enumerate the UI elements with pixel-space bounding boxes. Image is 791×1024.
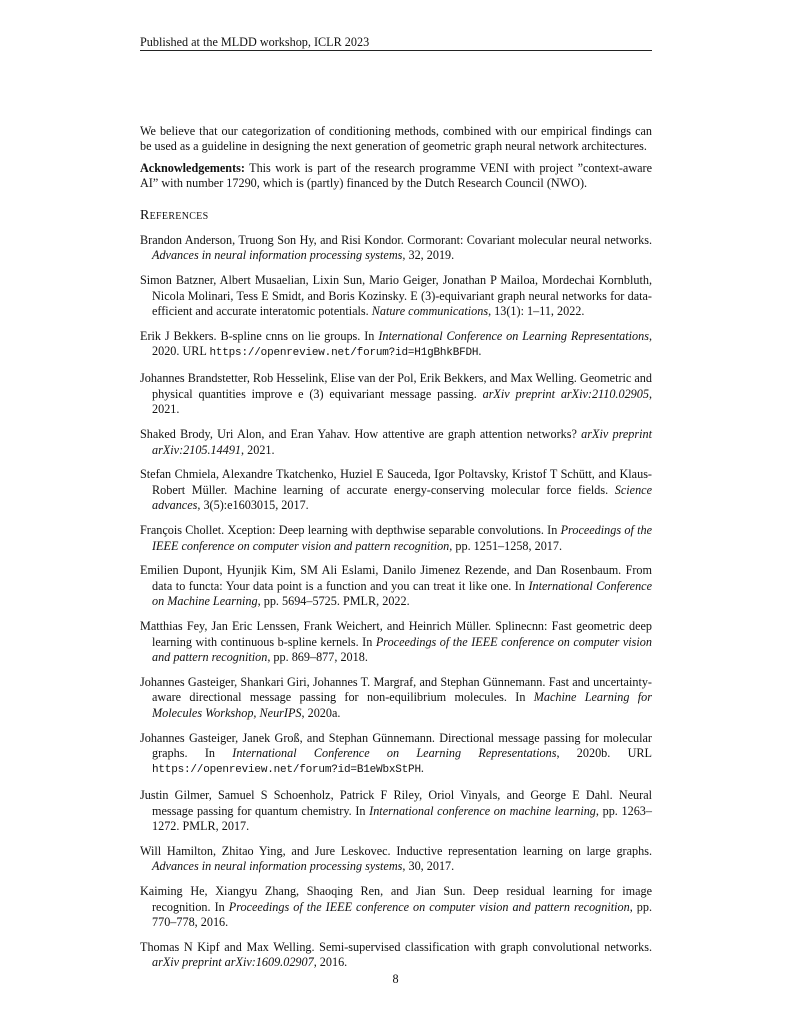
reference-entry <box>140 563 652 609</box>
reference-url[interactable]: https://openreview.net/forum?id=H1gBhkBFDH <box>209 347 479 360</box>
reference-entry <box>140 940 652 971</box>
reference-details: , pp. 869–877, 2018. <box>267 649 368 664</box>
reference-venue: Advances in neural information processing systems <box>152 859 403 874</box>
reference-entry <box>140 675 652 721</box>
reference-venue: Nature communications <box>371 304 489 319</box>
reference-venue: arXiv preprint arXiv:2110.02905 <box>482 386 649 401</box>
reference-entry <box>140 619 652 665</box>
reference-venue: Machine Learning for Molecules Workshop, NeurIPS <box>152 690 652 720</box>
reference-authors-title: Justin Gilmer, Samuel S Schoenholz, Patrick F Riley, Oriol Vinyals, and George E Dahl. Neural message passing for quantum chemistry. In <box>140 788 652 818</box>
reference-entry <box>140 371 652 417</box>
page-number: 8 <box>392 972 399 986</box>
reference-details: , 13(1): 1–11, 2022. <box>488 304 585 319</box>
references-heading: References <box>140 207 209 223</box>
reference-details: , 2021. <box>241 442 275 457</box>
reference-details: , pp. 1251–1258, 2017. <box>449 538 563 553</box>
reference-entry <box>140 467 652 513</box>
reference-authors-title: Matthias Fey, Jan Eric Lenssen, Frank Weichert, and Heinrich Müller. Splinecnn: Fast geometric deep learning with continuous b-spline kernels. In <box>140 619 652 649</box>
reference-entry <box>140 523 652 554</box>
reference-entry <box>140 844 652 875</box>
reference-authors-title: Will Hamilton, Zhitao Ying, and Jure Leskovec. Inductive representation learning on large graphs. <box>140 844 652 859</box>
page-body <box>140 124 652 980</box>
reference-details: , 30, 2017. <box>402 859 455 874</box>
reference-entry <box>140 788 652 834</box>
reference-url[interactable]: https://openreview.net/forum?id=B1eWbxStPH <box>152 764 421 777</box>
reference-entry <box>140 427 652 458</box>
reference-authors-title: Johannes Brandstetter, Rob Hesselink, Elise van der Pol, Erik Bekkers, and Max Welling. Geometric and physical quantities improve e (3) equivariant message passing. <box>140 371 652 401</box>
reference-authors-title: Simon Batzner, Albert Musaelian, Lixin Sun, Mario Geiger, Jonathan P Mailoa, Mordechai Kornbluth, Nicola Molinari, Tess E Smidt, and Boris Kozinsky. E (3)-equivariant graph neural networks for data-efficient and accurate interatomic potentials. <box>140 273 652 319</box>
reference-venue: Proceedings of the IEEE conference on computer vision and pattern recognition <box>228 899 630 914</box>
conclusion-paragraph: We believe that our categorization of conditioning methods, combined with our empirical findings can be used as a guideline in designing the next generation of geometric graph neural network architectures. <box>140 124 652 154</box>
reference-authors-title: Shaked Brody, Uri Alon, and Eran Yahav. How attentive are graph attention networks? <box>140 427 582 442</box>
reference-entry <box>140 233 652 264</box>
reference-venue: arXiv preprint arXiv:1609.02907 <box>152 955 314 970</box>
reference-details: , 2020. URL <box>152 329 653 359</box>
reference-venue: Science advances <box>152 482 652 513</box>
reference-details: , 2021. <box>152 386 652 417</box>
reference-venue: International Conference on Machine Learning <box>152 578 653 609</box>
header-rule <box>140 50 652 51</box>
reference-authors-title: François Chollet. Xception: Deep learning with depthwise separable convolutions. In <box>140 523 561 538</box>
reference-details: , 32, 2019. <box>402 248 455 263</box>
reference-details: , pp. 5694–5725. PMLR, 2022. <box>257 594 410 609</box>
reference-trailer: . <box>420 761 424 776</box>
reference-details: , pp. 770–778, 2016. <box>152 899 652 930</box>
reference-entry <box>140 884 652 930</box>
reference-details: , 3(5):e1603015, 2017. <box>197 498 309 513</box>
acknowledgements-paragraph <box>140 161 652 192</box>
reference-authors-title: Kaiming He, Xiangyu Zhang, Shaoqing Ren, and Jian Sun. Deep residual learning for image recognition. In <box>140 884 652 914</box>
reference-venue: International conference on machine learning <box>369 803 596 818</box>
reference-authors-title: Johannes Gasteiger, Janek Groß, and Stephan Günnemann. Directional message passing for molecular graphs. In <box>140 730 652 760</box>
acknowledgements-text: This work is part of the research programme VENI with project ”context-aware AI” with number 17290, which is (partly) financed by the Dutch Research Council (NWO). <box>140 160 652 191</box>
reference-details: , 2020b. URL <box>556 746 652 760</box>
reference-authors-title: Stefan Chmiela, Alexandre Tkatchenko, Huziel E Sauceda, Igor Poltavsky, Kristof T Schütt, and Klaus-Robert Müller. Machine learning of accurate energy-conserving molecular force fields. <box>140 467 652 497</box>
reference-details: , 2016. <box>313 955 348 970</box>
reference-venue: Proceedings of the IEEE conference on computer vision and pattern recognition <box>152 634 652 664</box>
reference-entry <box>140 731 652 779</box>
reference-venue: Advances in neural information processing systems <box>152 248 403 263</box>
reference-entry <box>140 273 652 319</box>
reference-authors-title: Johannes Gasteiger, Shankari Giri, Johannes T. Margraf, and Stephan Günnemann. Fast and uncertainty-aware directional message passing for non-equilibrium molecules. In <box>140 674 652 705</box>
reference-venue: Proceedings of the IEEE conference on computer vision and pattern recognition <box>152 523 652 553</box>
reference-authors-title: Brandon Anderson, Truong Son Hy, and Risi Kondor. Cormorant: Covariant molecular neural networks. <box>140 233 652 248</box>
references-list <box>140 233 652 971</box>
reference-details: , pp. 1263–1272. PMLR, 2017. <box>152 803 652 834</box>
acknowledgements-heading: Acknowledgements: <box>140 160 245 175</box>
reference-authors-title: Erik J Bekkers. B-spline cnns on lie groups. In <box>140 329 379 344</box>
reference-trailer: . <box>478 344 482 359</box>
reference-details: , 2020a. <box>301 705 341 720</box>
reference-venue: International Conference on Learning Representations <box>232 746 557 760</box>
reference-venue: arXiv preprint arXiv:2105.14491 <box>152 427 653 457</box>
reference-authors-title: Emilien Dupont, Hyunjik Kim, SM Ali Eslami, Danilo Jimenez Rezende, and Dan Rosenbaum. From data to functa: Your data point is a function and you can treat it like one. In <box>140 563 652 593</box>
reference-venue: International Conference on Learning Representations <box>378 329 649 344</box>
reference-authors-title: Thomas N Kipf and Max Welling. Semi-supervised classification with graph convolutional networks. <box>140 940 652 955</box>
running-header: Published at the MLDD workshop, ICLR 2023 <box>140 35 370 49</box>
reference-entry <box>140 329 652 362</box>
